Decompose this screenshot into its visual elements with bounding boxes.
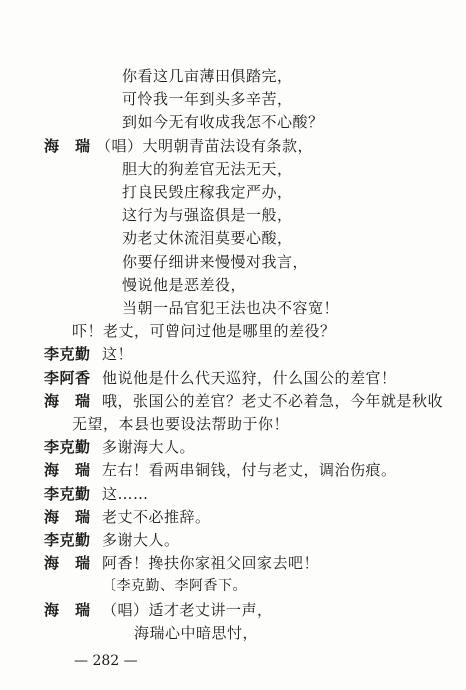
stage-direction: 〔李克勤、李阿香下。 bbox=[102, 578, 247, 595]
dialogue-line: 多谢海大人。 bbox=[102, 438, 196, 457]
page-number: — 282 — bbox=[74, 653, 138, 669]
speaker-name: 李克勤 bbox=[44, 438, 91, 457]
verse-line: 胆大的狗差官无法无天， bbox=[122, 159, 293, 178]
verse-line: 你看这几亩薄田俱踏完， bbox=[122, 67, 293, 85]
dialogue-line: 这！ bbox=[102, 345, 134, 364]
speaker-name: 海 瑞 bbox=[44, 600, 91, 619]
speaker-name: 海 瑞 bbox=[44, 391, 91, 410]
dialogue-line: 无望，本县也要设法帮助于你！ bbox=[72, 415, 290, 433]
dialogue-line: 左右！看两串铜钱，付与老丈，调治伤痕。 bbox=[102, 461, 397, 480]
speaker-name: 海 瑞 bbox=[44, 461, 91, 480]
verse-line: 你要仔细讲来慢慢对我言， bbox=[122, 252, 309, 271]
verse-line: 到如今无有收成我怎不心酸？ bbox=[122, 113, 324, 132]
speaker-name: 李克勤 bbox=[44, 531, 91, 549]
verse-line: 劝老丈休流泪莫要心酸， bbox=[122, 229, 293, 248]
dialogue-line: 多谢大人。 bbox=[102, 531, 180, 549]
verse-line: 海瑞心中暗思忖， bbox=[134, 623, 259, 642]
verse-line: 这行为与强盗俱是一般， bbox=[122, 206, 293, 225]
dialogue-line: 哦，张国公的差官？老丈不必着急，今年就是秋收 bbox=[102, 391, 444, 410]
speaker-name: 海 瑞 bbox=[44, 554, 91, 573]
dialogue-line: 吓！老丈，可曾问过他是哪里的差役？ bbox=[72, 322, 336, 341]
verse-line: 可怜我一年到头多辛苦， bbox=[122, 90, 293, 109]
speaker-name: 李阿香 bbox=[44, 368, 91, 387]
dialogue-line: 阿香！搀扶你家祖父回家去吧！ bbox=[102, 554, 320, 573]
dialogue-line: 这…… bbox=[102, 484, 149, 503]
verse-line: 慢说他是恶差役， bbox=[122, 275, 247, 294]
speaker-name: 海 瑞 bbox=[44, 507, 91, 526]
dialogue-line: （唱）适才老丈讲一声， bbox=[102, 600, 273, 619]
dialogue-line: （唱）大明朝青苗法设有条款， bbox=[96, 136, 314, 155]
verse-line: 当朝一品官犯王法也决不容宽！ bbox=[122, 299, 340, 317]
verse-line: 打良民毁庄稼我定严办， bbox=[122, 183, 293, 201]
speaker-name: 海 瑞 bbox=[44, 136, 91, 155]
speaker-name: 李克勤 bbox=[44, 345, 91, 364]
dialogue-line: 老丈不必推辞。 bbox=[102, 507, 211, 526]
speaker-name: 李克勤 bbox=[44, 484, 91, 503]
dialogue-line: 他说他是什么代天巡狩，什么国公的差官！ bbox=[102, 368, 397, 387]
